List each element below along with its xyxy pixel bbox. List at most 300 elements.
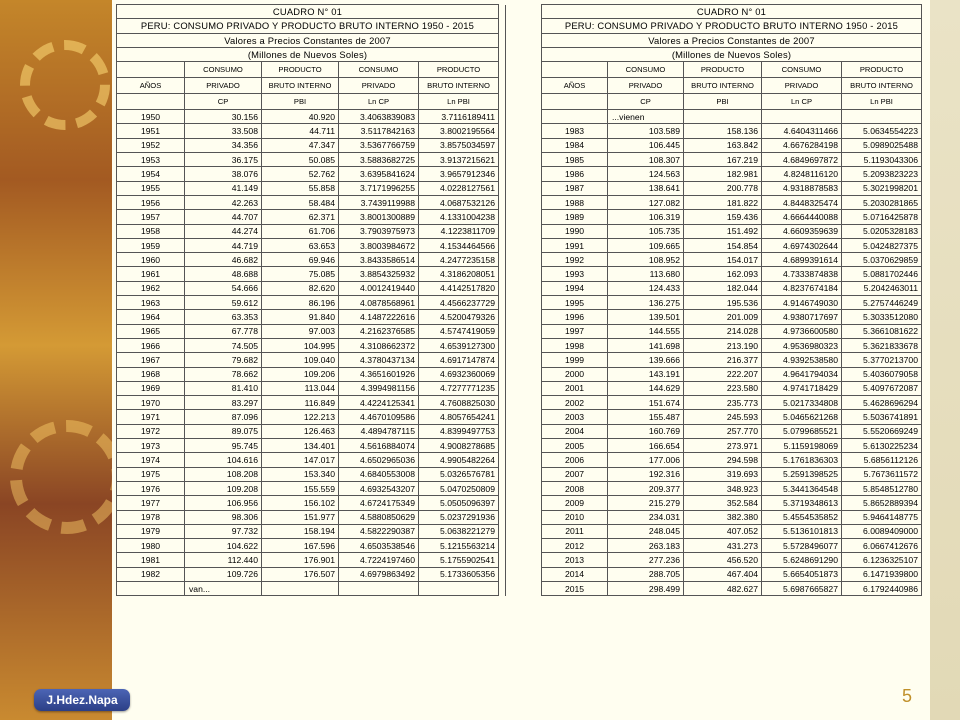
column-code: Ln PBI <box>419 94 499 110</box>
table-row <box>117 124 506 138</box>
table-row <box>117 281 506 295</box>
value-cell: 431.273 <box>684 539 762 553</box>
year-cell: 1968 <box>117 367 185 381</box>
value-cell: 201.009 <box>684 310 762 324</box>
value-cell: 159.436 <box>684 210 762 224</box>
column-header-top: PRODUCTO <box>842 62 922 78</box>
value-cell: 116.849 <box>262 396 339 410</box>
value-cell: 83.297 <box>185 396 262 410</box>
value-cell: 177.006 <box>608 453 684 467</box>
column-spacer <box>499 33 506 47</box>
value-cell: 4.7333874838 <box>762 267 842 281</box>
value-cell: 3.7439119988 <box>339 195 419 209</box>
value-cell: 143.191 <box>608 367 684 381</box>
table-row <box>542 481 922 495</box>
year-cell: 1953 <box>117 153 185 167</box>
table-row <box>117 153 506 167</box>
value-cell: 46.682 <box>185 253 262 267</box>
table-row <box>117 224 506 238</box>
table-row <box>542 210 922 224</box>
table-row <box>542 281 922 295</box>
table-row <box>542 238 922 252</box>
value-cell: 4.9392538580 <box>762 353 842 367</box>
table-row <box>117 396 506 410</box>
column-spacer <box>499 296 506 310</box>
value-cell: 127.082 <box>608 195 684 209</box>
year-cell: 2005 <box>542 439 608 453</box>
value-cell: 3.9657912346 <box>419 167 499 181</box>
year-cell: 2010 <box>542 510 608 524</box>
value-cell: 41.149 <box>185 181 262 195</box>
value-cell: 200.778 <box>684 181 762 195</box>
column-spacer <box>499 453 506 467</box>
value-cell: 4.6974302644 <box>762 238 842 252</box>
value-cell: 69.946 <box>262 253 339 267</box>
table-row <box>542 396 922 410</box>
value-cell: 5.3021998201 <box>842 181 922 195</box>
value-cell: 5.1159198069 <box>762 439 842 453</box>
value-cell: 4.5200479326 <box>419 310 499 324</box>
column-spacer <box>499 367 506 381</box>
value-cell: 78.662 <box>185 367 262 381</box>
table-row <box>542 553 922 567</box>
value-cell: 4.2162376585 <box>339 324 419 338</box>
value-cell: 5.0799685521 <box>762 424 842 438</box>
year-cell: 2012 <box>542 539 608 553</box>
value-cell: 42.263 <box>185 195 262 209</box>
value-cell: 109.208 <box>185 481 262 495</box>
column-spacer <box>499 267 506 281</box>
value-cell: 319.693 <box>684 467 762 481</box>
value-cell: 382.380 <box>684 510 762 524</box>
decorative-gear-strip <box>0 0 112 720</box>
value-cell: 5.1761836303 <box>762 453 842 467</box>
value-cell: 5.5036741891 <box>842 410 922 424</box>
year-cell: 1954 <box>117 167 185 181</box>
value-cell: 4.5880850629 <box>339 510 419 524</box>
value-cell: 126.463 <box>262 424 339 438</box>
value-cell: 106.956 <box>185 496 262 510</box>
column-spacer <box>499 481 506 495</box>
value-cell: 58.484 <box>262 195 339 209</box>
year-cell: 1959 <box>117 238 185 252</box>
year-cell: 1998 <box>542 338 608 352</box>
value-cell: 4.8248116120 <box>762 167 842 181</box>
table-row <box>542 353 922 367</box>
column-spacer <box>499 324 506 338</box>
value-cell: 4.4566237729 <box>419 296 499 310</box>
value-cell: 5.6856112126 <box>842 453 922 467</box>
header-years-code <box>542 94 608 110</box>
value-cell: 166.654 <box>608 439 684 453</box>
value-cell: 75.085 <box>262 267 339 281</box>
value-cell: 407.052 <box>684 524 762 538</box>
value-cell: 158.194 <box>262 524 339 538</box>
value-cell: 263.183 <box>608 539 684 553</box>
table-valuation: Valores a Precios Constantes de 2007 <box>117 33 499 47</box>
value-cell: 106.319 <box>608 210 684 224</box>
value-cell: 3.6395841624 <box>339 167 419 181</box>
value-cell: 104.622 <box>185 539 262 553</box>
column-header-top: PRODUCTO <box>419 62 499 78</box>
value-cell: 352.584 <box>684 496 762 510</box>
value-cell: 163.842 <box>684 138 762 152</box>
value-cell: 61.706 <box>262 224 339 238</box>
column-header-bottom: BRUTO INTERNO <box>684 78 762 94</box>
year-cell: 1973 <box>117 439 185 453</box>
year-cell: 1966 <box>117 338 185 352</box>
value-cell: 4.7608825030 <box>419 396 499 410</box>
column-header-top: CONSUMO <box>339 62 419 78</box>
value-cell: 98.306 <box>185 510 262 524</box>
table-row <box>542 424 922 438</box>
year-cell: 1984 <box>542 138 608 152</box>
table-row <box>117 539 506 553</box>
data-table-right <box>541 4 922 596</box>
table-row <box>117 496 506 510</box>
value-cell: 30.156 <box>185 110 262 124</box>
value-cell: 95.745 <box>185 439 262 453</box>
value-cell: 4.8399497753 <box>419 424 499 438</box>
footer-empty-cell <box>262 581 339 595</box>
value-cell: 3.8001300889 <box>339 210 419 224</box>
value-cell: 4.4224125341 <box>339 396 419 410</box>
table-row <box>117 524 506 538</box>
value-cell: 62.371 <box>262 210 339 224</box>
value-cell: 5.5520669249 <box>842 424 922 438</box>
table-row <box>542 539 922 553</box>
year-cell: 2015 <box>542 581 608 595</box>
value-cell: 288.705 <box>608 567 684 581</box>
value-cell: 5.1193043306 <box>842 153 922 167</box>
column-spacer <box>499 62 506 78</box>
value-cell: 167.596 <box>262 539 339 553</box>
column-code: CP <box>608 94 684 110</box>
column-code: CP <box>185 94 262 110</box>
table-row <box>542 496 922 510</box>
year-cell: 1994 <box>542 281 608 295</box>
column-spacer <box>499 381 506 395</box>
table-row <box>117 167 506 181</box>
value-cell: 4.1534464566 <box>419 238 499 252</box>
value-cell: 4.9318878583 <box>762 181 842 195</box>
page-number: 5 <box>902 686 913 706</box>
table-row <box>117 267 506 281</box>
value-cell: 5.0424827375 <box>842 238 922 252</box>
table-row <box>117 553 506 567</box>
value-cell: 5.3719348613 <box>762 496 842 510</box>
column-spacer <box>499 467 506 481</box>
year-cell: 1957 <box>117 210 185 224</box>
value-cell: 277.236 <box>608 553 684 567</box>
value-cell: 4.6840553008 <box>339 467 419 481</box>
value-cell: 138.641 <box>608 181 684 195</box>
value-cell: 245.593 <box>684 410 762 424</box>
value-cell: 3.9137215621 <box>419 153 499 167</box>
table-row <box>117 138 506 152</box>
value-cell: 216.377 <box>684 353 762 367</box>
value-cell: 182.981 <box>684 167 762 181</box>
value-cell: 5.0634554223 <box>842 124 922 138</box>
value-cell: 4.8057654241 <box>419 410 499 424</box>
table-row <box>117 310 506 324</box>
value-cell: 144.555 <box>608 324 684 338</box>
value-cell: 5.0205328183 <box>842 224 922 238</box>
value-cell: 5.4554535852 <box>762 510 842 524</box>
value-cell: 4.1223811709 <box>419 224 499 238</box>
value-cell: 482.627 <box>684 581 762 595</box>
year-cell: 1995 <box>542 296 608 310</box>
column-code: PBI <box>684 94 762 110</box>
value-cell: 5.3661081622 <box>842 324 922 338</box>
table-row <box>542 510 922 524</box>
column-spacer <box>499 424 506 438</box>
year-cell: 1986 <box>542 167 608 181</box>
table-title: CUADRO N° 01 <box>117 5 499 19</box>
column-header-top: CONSUMO <box>762 62 842 78</box>
value-cell: 222.207 <box>684 367 762 381</box>
value-cell: 4.6502965036 <box>339 453 419 467</box>
continuation-year-cell <box>542 110 608 124</box>
header-years-top <box>542 62 608 78</box>
value-cell: 52.762 <box>262 167 339 181</box>
table-row <box>117 367 506 381</box>
table-row <box>117 110 506 124</box>
value-cell: 151.977 <box>262 510 339 524</box>
value-cell: 162.093 <box>684 267 762 281</box>
value-cell: 5.8652889394 <box>842 496 922 510</box>
value-cell: 103.589 <box>608 124 684 138</box>
table-row <box>542 167 922 181</box>
year-cell: 1981 <box>117 553 185 567</box>
value-cell: 4.9736600580 <box>762 324 842 338</box>
year-cell: 1970 <box>117 396 185 410</box>
value-cell: 4.0228127561 <box>419 181 499 195</box>
year-cell: 1974 <box>117 453 185 467</box>
value-cell: 4.6503538546 <box>339 539 419 553</box>
value-cell: 4.6664440088 <box>762 210 842 224</box>
value-cell: 155.559 <box>262 481 339 495</box>
table-units: (Millones de Nuevos Soles) <box>117 47 499 61</box>
year-cell: 1965 <box>117 324 185 338</box>
value-cell: 5.6130225234 <box>842 439 922 453</box>
value-cell: 4.0687532126 <box>419 195 499 209</box>
value-cell: 5.1733605356 <box>419 567 499 581</box>
year-cell: 1961 <box>117 267 185 281</box>
year-cell: 1989 <box>542 210 608 224</box>
value-cell: 109.040 <box>262 353 339 367</box>
value-cell: 4.9536980323 <box>762 338 842 352</box>
value-cell: 6.1471939800 <box>842 567 922 581</box>
value-cell: 124.433 <box>608 281 684 295</box>
value-cell: 79.682 <box>185 353 262 367</box>
column-spacer <box>499 567 506 581</box>
value-cell: 4.3651601926 <box>339 367 419 381</box>
value-cell: 5.3621833678 <box>842 338 922 352</box>
column-spacer <box>499 94 506 110</box>
value-cell: 248.045 <box>608 524 684 538</box>
value-cell: 213.190 <box>684 338 762 352</box>
value-cell: 63.653 <box>262 238 339 252</box>
column-spacer <box>499 5 506 19</box>
year-cell: 1951 <box>117 124 185 138</box>
value-cell: 4.5616884074 <box>339 439 419 453</box>
year-cell: 2006 <box>542 453 608 467</box>
value-cell: 4.9641794034 <box>762 367 842 381</box>
value-cell: 5.3441364548 <box>762 481 842 495</box>
column-spacer <box>499 496 506 510</box>
year-cell: 1990 <box>542 224 608 238</box>
continuation-empty-cell <box>684 110 762 124</box>
value-cell: 4.2477235158 <box>419 253 499 267</box>
value-cell: 5.1755902541 <box>419 553 499 567</box>
column-spacer <box>499 281 506 295</box>
value-cell: 4.3186208051 <box>419 267 499 281</box>
value-cell: 122.213 <box>262 410 339 424</box>
table-row <box>542 224 922 238</box>
year-cell: 1958 <box>117 224 185 238</box>
value-cell: 5.4036079058 <box>842 367 922 381</box>
value-cell: 5.0989025488 <box>842 138 922 152</box>
value-cell: 91.840 <box>262 310 339 324</box>
year-cell: 1991 <box>542 238 608 252</box>
value-cell: 38.076 <box>185 167 262 181</box>
year-cell: 1963 <box>117 296 185 310</box>
column-spacer <box>499 338 506 352</box>
column-spacer <box>499 19 506 33</box>
year-cell: 1960 <box>117 253 185 267</box>
column-spacer <box>499 353 506 367</box>
value-cell: 89.075 <box>185 424 262 438</box>
column-spacer <box>499 124 506 138</box>
table-row <box>542 181 922 195</box>
column-spacer <box>499 210 506 224</box>
value-cell: 4.6539127300 <box>419 338 499 352</box>
value-cell: 3.5367766759 <box>339 138 419 152</box>
value-cell: 195.536 <box>684 296 762 310</box>
value-cell: 156.102 <box>262 496 339 510</box>
table-row <box>117 381 506 395</box>
value-cell: 348.923 <box>684 481 762 495</box>
column-spacer <box>499 167 506 181</box>
year-cell: 1997 <box>542 324 608 338</box>
value-cell: 108.307 <box>608 153 684 167</box>
value-cell: 4.6849697872 <box>762 153 842 167</box>
value-cell: 47.347 <box>262 138 339 152</box>
value-cell: 113.680 <box>608 267 684 281</box>
value-cell: 3.8575034597 <box>419 138 499 152</box>
column-spacer <box>499 524 506 538</box>
value-cell: 5.7673611572 <box>842 467 922 481</box>
value-cell: 4.3108662372 <box>339 338 419 352</box>
value-cell: 33.508 <box>185 124 262 138</box>
column-spacer <box>499 396 506 410</box>
value-cell: 105.735 <box>608 224 684 238</box>
year-cell: 2011 <box>542 524 608 538</box>
header-years-top <box>117 62 185 78</box>
value-cell: 4.9905482264 <box>419 453 499 467</box>
column-spacer <box>499 553 506 567</box>
value-cell: 5.2757446249 <box>842 296 922 310</box>
column-spacer <box>499 238 506 252</box>
year-cell: 2008 <box>542 481 608 495</box>
value-cell: 3.8002195564 <box>419 124 499 138</box>
value-cell: 3.8003984672 <box>339 238 419 252</box>
value-cell: 3.7171996255 <box>339 181 419 195</box>
table-row <box>117 567 506 581</box>
value-cell: 5.3033512080 <box>842 310 922 324</box>
column-header-years: AÑOS <box>542 78 608 94</box>
year-cell: 2013 <box>542 553 608 567</box>
year-cell: 1956 <box>117 195 185 209</box>
table-row <box>117 338 506 352</box>
table-subtitle: PERU: CONSUMO PRIVADO Y PRODUCTO BRUTO INTERNO 1950 - 2015 <box>542 19 922 33</box>
value-cell: 5.0370629859 <box>842 253 922 267</box>
value-cell: 4.7224197460 <box>339 553 419 567</box>
value-cell: 55.858 <box>262 181 339 195</box>
column-header-top: CONSUMO <box>185 62 262 78</box>
value-cell: 104.995 <box>262 338 339 352</box>
value-cell: 112.440 <box>185 553 262 567</box>
column-header-bottom: PRIVADO <box>185 78 262 94</box>
table-row <box>542 195 922 209</box>
year-cell: 1975 <box>117 467 185 481</box>
table-row <box>542 296 922 310</box>
column-spacer <box>499 110 506 124</box>
year-cell: 1979 <box>117 524 185 538</box>
table-row <box>542 124 922 138</box>
table-row <box>542 410 922 424</box>
value-cell: 4.6979863492 <box>339 567 419 581</box>
table-row <box>117 353 506 367</box>
value-cell: 54.666 <box>185 281 262 295</box>
value-cell: 3.5117842163 <box>339 124 419 138</box>
year-cell: 1996 <box>542 310 608 324</box>
year-cell: 1987 <box>542 181 608 195</box>
table-valuation: Valores a Precios Constantes de 2007 <box>542 33 922 47</box>
value-cell: 136.275 <box>608 296 684 310</box>
value-cell: 86.196 <box>262 296 339 310</box>
value-cell: 182.044 <box>684 281 762 295</box>
value-cell: 158.136 <box>684 124 762 138</box>
table-row <box>542 524 922 538</box>
footer-empty-cell <box>419 581 499 595</box>
value-cell: 4.6404311466 <box>762 124 842 138</box>
column-spacer <box>499 181 506 195</box>
year-cell: 1955 <box>117 181 185 195</box>
column-spacer <box>499 510 506 524</box>
year-cell: 1985 <box>542 153 608 167</box>
value-cell: 5.2030281865 <box>842 195 922 209</box>
table-row <box>117 410 506 424</box>
table-row <box>542 567 922 581</box>
value-cell: 153.340 <box>262 467 339 481</box>
value-cell: 5.8548512780 <box>842 481 922 495</box>
value-cell: 5.0716425878 <box>842 210 922 224</box>
value-cell: 176.507 <box>262 567 339 581</box>
table-row <box>117 253 506 267</box>
value-cell: 4.0012419440 <box>339 281 419 295</box>
table-row <box>117 467 506 481</box>
value-cell: 97.732 <box>185 524 262 538</box>
value-cell: 109.665 <box>608 238 684 252</box>
value-cell: 4.1487222616 <box>339 310 419 324</box>
value-cell: 6.1236325107 <box>842 553 922 567</box>
table-row <box>542 453 922 467</box>
year-cell: 1969 <box>117 381 185 395</box>
column-spacer <box>499 153 506 167</box>
value-cell: 3.4063839083 <box>339 110 419 124</box>
